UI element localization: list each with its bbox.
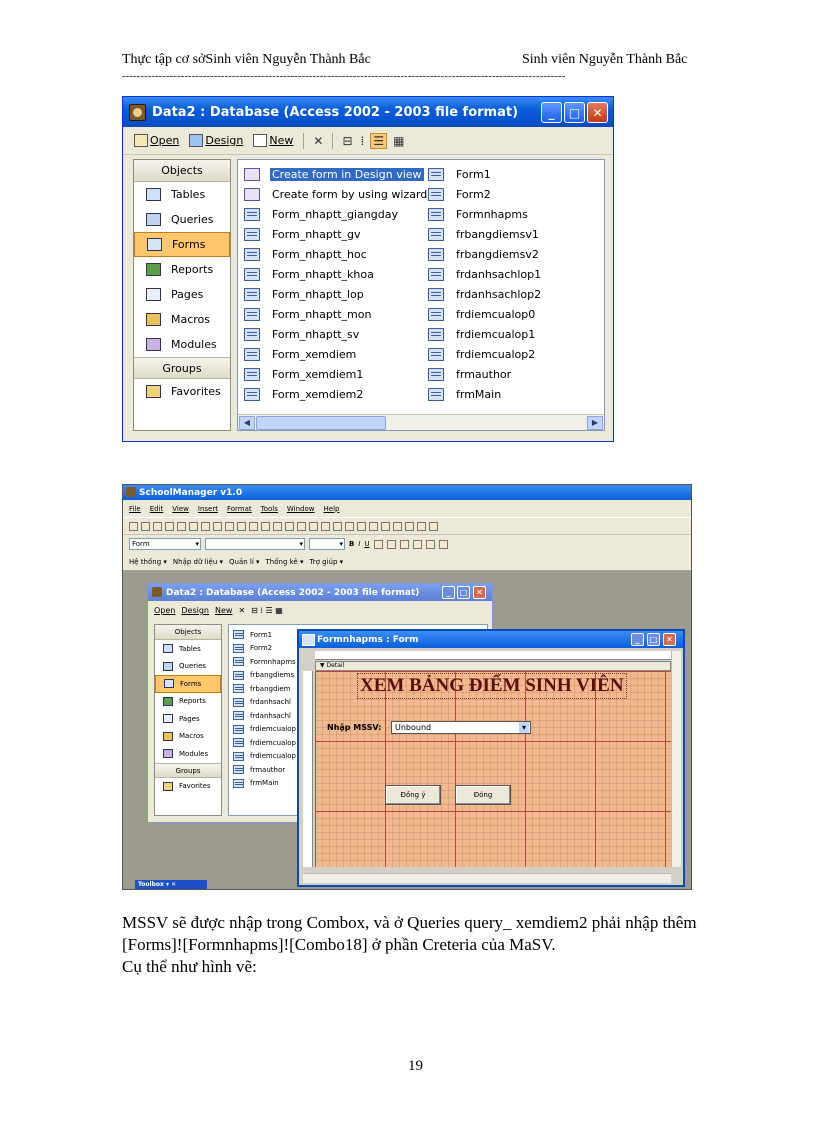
standard-toolbar	[123, 517, 691, 535]
form-list-item[interactable]: Form_xemdiem2	[244, 384, 429, 404]
form-vertical-scrollbar[interactable]	[671, 651, 681, 867]
detail-section-bar[interactable]: ▼ Detail	[315, 661, 671, 671]
object-modules[interactable]: Modules	[134, 332, 230, 357]
table-icon	[146, 188, 161, 201]
report-icon	[146, 263, 161, 276]
form-icon	[428, 288, 444, 301]
sub-form-list-item[interactable]: frmMain	[233, 777, 487, 791]
toolbar-icon[interactable]	[153, 522, 162, 531]
sub-object-item[interactable]: Reports	[155, 693, 221, 711]
sub-close-button[interactable]: ✕	[473, 586, 486, 599]
sub-database-toolbar	[148, 601, 492, 620]
custom-menu-item[interactable]: Nhập dữ liệu ▾	[172, 557, 223, 566]
form-icon	[233, 657, 244, 666]
scroll-thumb[interactable]	[256, 416, 386, 430]
form-list-item[interactable]: frdiemcualop0	[428, 304, 543, 324]
page-icon	[146, 288, 161, 301]
form-list-item[interactable]: Formnhapms	[428, 204, 543, 224]
close-form-button[interactable]: Đóng	[455, 785, 511, 805]
form-list-item[interactable]: frbangdiemsv1	[428, 224, 543, 244]
toolbox-bar[interactable]: Toolbox ▾ ✕	[135, 880, 207, 889]
align-right-icon[interactable]	[400, 540, 409, 549]
toolbar-icon[interactable]	[429, 522, 438, 531]
toolbar-icon[interactable]	[393, 522, 402, 531]
form-list-item[interactable]: Create form in Design view	[244, 164, 429, 184]
toolbar-icon[interactable]	[345, 522, 354, 531]
form-icon	[244, 208, 260, 221]
toolbar-icon[interactable]	[357, 522, 366, 531]
form-minimize-button[interactable]: _	[631, 633, 644, 646]
form-icon	[428, 268, 444, 281]
object-icon	[163, 662, 173, 671]
sub-form-list-item[interactable]: frdanhsachl	[233, 709, 487, 723]
formatting-toolbar	[123, 535, 691, 553]
object-icon	[163, 749, 173, 758]
database-window-titlebar[interactable]	[123, 97, 613, 127]
forms-column-1	[244, 164, 429, 404]
large-icons-view-icon[interactable]: ⊟	[342, 133, 353, 148]
menu-item[interactable]: Tools	[260, 504, 278, 513]
sub-maximize-button[interactable]: □	[457, 586, 470, 599]
open-icon	[134, 134, 148, 147]
scroll-right-icon[interactable]: ▶	[587, 416, 603, 430]
form-icon	[244, 388, 260, 401]
sub-form-list-item[interactable]: Form1	[233, 628, 487, 642]
form-icon	[147, 238, 162, 251]
paragraph-line2: Cụ thể như hình vẽ:	[122, 957, 257, 976]
form-icon	[233, 738, 244, 747]
form-icon	[233, 779, 244, 788]
sub-object-item[interactable]: Modules	[155, 745, 221, 763]
toolbar-icon[interactable]	[381, 522, 390, 531]
small-icons-view-icon[interactable]: ⁞	[360, 133, 365, 148]
menu-item[interactable]: File	[129, 504, 141, 513]
form-icon	[428, 248, 444, 261]
toolbar-icon[interactable]	[213, 522, 222, 531]
form-icon	[233, 644, 244, 653]
scroll-left-icon[interactable]: ◀	[239, 416, 255, 430]
form-icon	[428, 368, 444, 381]
custom-menu-item[interactable]: Quản lí ▾	[229, 557, 260, 566]
custom-menu-item[interactable]: Thống kê ▾	[265, 557, 304, 566]
sub-form-list-item[interactable]: Form2	[233, 642, 487, 656]
object-pages[interactable]: Pages	[134, 282, 230, 307]
design-icon	[189, 134, 203, 147]
font-combo[interactable]	[205, 538, 305, 550]
custom-menu-bar	[123, 553, 691, 571]
form-design-title[interactable]: Formnhapms : Form _ □ ✕	[299, 631, 683, 648]
favorites-item[interactable]: Favorites	[134, 379, 230, 404]
form-icon	[244, 268, 260, 281]
groups-header[interactable]: Groups	[134, 357, 230, 379]
database-window-title: Data2 : Database (Access 2002 - 2003 file format)	[152, 104, 519, 120]
sub-delete-icon[interactable]: ✕	[238, 606, 246, 615]
form-icon	[428, 188, 444, 201]
header-left: Thực tập cơ sởSinh viên Nguyễn Thành Bắc	[122, 52, 371, 67]
object-combo[interactable]: Form ▾	[129, 538, 201, 550]
vertical-ruler	[303, 671, 313, 867]
form-list-item[interactable]: frbangdiemsv2	[428, 244, 543, 264]
sub-form-list-item[interactable]: frdiemcualop	[233, 750, 487, 764]
delete-icon[interactable]: ✕	[313, 133, 324, 148]
toolbar-icon[interactable]	[405, 522, 414, 531]
toolbar-icon[interactable]	[285, 522, 294, 531]
fill-color-icon[interactable]	[413, 540, 422, 549]
menu-item[interactable]: Help	[323, 504, 340, 513]
object-forms[interactable]: Forms	[134, 232, 230, 257]
forms-list	[237, 159, 605, 431]
form-icon	[233, 698, 244, 707]
body-paragraph	[122, 912, 698, 978]
menu-item[interactable]: Format	[226, 504, 252, 513]
toolbar-icon[interactable]	[309, 522, 318, 531]
custom-menu-item[interactable]: Hệ thống ▾	[129, 557, 167, 566]
toolbar-icon[interactable]	[333, 522, 342, 531]
form-icon	[244, 328, 260, 341]
form-icon	[428, 208, 444, 221]
object-icon	[163, 714, 173, 723]
form-icon	[244, 228, 260, 241]
form-icon	[244, 248, 260, 261]
menu-bar	[123, 500, 691, 517]
folder-icon	[163, 782, 173, 791]
sub-design-button[interactable]: Design	[181, 606, 209, 615]
object-reports[interactable]: Reports	[134, 257, 230, 282]
form-list-item[interactable]: frdiemcualop1	[428, 324, 543, 344]
custom-menu-item[interactable]: Trợ giúp ▾	[309, 557, 344, 566]
toolbar-icon[interactable]	[249, 522, 258, 531]
new-icon	[253, 134, 267, 147]
line-color-icon[interactable]	[439, 540, 448, 549]
form-icon	[428, 308, 444, 321]
form-list-item[interactable]: Form_xemdiem	[244, 344, 429, 364]
form-list-item[interactable]: Form_nhaptt_giangday	[244, 204, 429, 224]
form-list-item[interactable]: Form_xemdiem1	[244, 364, 429, 384]
menu-item[interactable]: Edit	[149, 504, 164, 513]
wizard-icon	[244, 188, 260, 201]
sub-minimize-button[interactable]: _	[442, 586, 455, 599]
italic-icon[interactable]: I	[358, 540, 361, 548]
form-detail-grid[interactable]	[315, 671, 671, 867]
object-icon	[163, 732, 173, 741]
horizontal-ruler	[315, 651, 671, 660]
form-list-item[interactable]: Form_nhaptt_lop	[244, 284, 429, 304]
toolbar-icon[interactable]	[177, 522, 186, 531]
form-list-item[interactable]: frdiemcualop2	[428, 344, 543, 364]
toolbar-icon[interactable]	[237, 522, 246, 531]
details-view-icon[interactable]: ▦	[393, 133, 405, 148]
object-macros[interactable]: Macros	[134, 307, 230, 332]
list-view-icon[interactable]: ☰	[370, 133, 387, 149]
bold-icon[interactable]: B	[349, 540, 355, 548]
forms-column-2	[428, 164, 543, 404]
horizontal-scrollbar[interactable]	[238, 414, 604, 430]
macro-icon	[146, 313, 161, 326]
header-right: Sinh viên Nguyễn Thành Bắc	[522, 52, 688, 67]
open-button[interactable]: Open	[131, 133, 182, 148]
toolbar-separator	[332, 133, 333, 149]
toolbar-icon[interactable]	[201, 522, 210, 531]
toolbar-icon[interactable]	[297, 522, 306, 531]
sub-form-list-item[interactable]: Formnhapms	[233, 655, 487, 669]
sub-groups-header[interactable]: Groups	[155, 763, 221, 778]
form-list-item[interactable]: frdanhsachlop2	[428, 284, 543, 304]
menu-item[interactable]: Window	[286, 504, 315, 513]
sub-view-icons[interactable]: ⊟ ⁞ ☰ ▦	[251, 606, 283, 615]
sub-form-list-item[interactable]: frdiemcualop	[233, 723, 487, 737]
form-list-item[interactable]: frmauthor	[428, 364, 543, 384]
sub-form-list-item[interactable]: frbangdiem	[233, 682, 487, 696]
header-rule: -------------------------------------------------------------------------------------------------------------------------	[122, 70, 566, 82]
toolbar-icon[interactable]	[189, 522, 198, 531]
form-list-item[interactable]: frmMain	[428, 384, 543, 404]
object-tables[interactable]: Tables	[134, 182, 230, 207]
form-icon	[233, 671, 244, 680]
form-icon	[233, 630, 244, 639]
toolbar-icon[interactable]	[165, 522, 174, 531]
sub-form-list-item[interactable]: frdiemcualop	[233, 736, 487, 750]
form-list-item[interactable]: Form_nhaptt_sv	[244, 324, 429, 344]
toolbar-icon[interactable]	[129, 522, 138, 531]
close-button[interactable]: ✕	[587, 102, 608, 123]
sub-form-list-item[interactable]: frbangdiems	[233, 669, 487, 683]
wizard-icon	[244, 168, 260, 181]
paragraph-text: MSSV sẽ được nhập trong Combox, và ở Queries query_ xemdiem2 phải nhập thêm [Forms]![Formnhapms]![Combo18] ở phần Creteria của MaSV.	[122, 913, 697, 954]
sub-form-list-item[interactable]: frdanhsachl	[233, 696, 487, 710]
sub-object-item[interactable]: Forms	[155, 675, 221, 693]
form-list-item[interactable]: Form1	[428, 164, 543, 184]
form-design-window	[297, 629, 685, 887]
mssv-combobox[interactable]: Unbound ▾	[391, 721, 531, 734]
sub-object-item[interactable]: Queries	[155, 658, 221, 676]
sub-form-list-item[interactable]: frmauthor	[233, 763, 487, 777]
query-icon	[146, 213, 161, 226]
form-list-item[interactable]: Create form by using wizard	[244, 184, 429, 204]
schoolmanager-title[interactable]: SchoolManager v1.0	[123, 485, 691, 500]
sub-object-item[interactable]: Pages	[155, 710, 221, 728]
toolbar-icon[interactable]	[273, 522, 282, 531]
form-heading-label[interactable]: XEM BẢNG ĐIỂM SINH VIÊN	[357, 673, 627, 699]
folder-icon	[146, 385, 161, 398]
form-list-item[interactable]: Form_nhaptt_mon	[244, 304, 429, 324]
form-icon	[233, 711, 244, 720]
form-icon	[233, 765, 244, 774]
module-icon	[146, 338, 161, 351]
form-close-button[interactable]: ✕	[663, 633, 676, 646]
toolbar-icon[interactable]	[417, 522, 426, 531]
sub-objects-pane	[154, 624, 222, 816]
database-window	[122, 96, 614, 442]
sub-new-button[interactable]: New	[215, 606, 233, 615]
form-icon	[244, 288, 260, 301]
sub-database-title[interactable]: Data2 : Database (Access 2002 - 2003 file format) _ □ ✕	[148, 584, 492, 601]
form-horizontal-scrollbar[interactable]	[303, 873, 671, 883]
sub-objects-list	[155, 640, 221, 763]
new-button[interactable]: New	[250, 133, 296, 148]
form-icon	[244, 348, 260, 361]
form-icon	[233, 752, 244, 761]
menu-item[interactable]: Insert	[197, 504, 218, 513]
object-icon	[163, 697, 173, 706]
sub-object-item[interactable]: Macros	[155, 728, 221, 746]
font-color-icon[interactable]	[426, 540, 435, 549]
form-list-item[interactable]: frdanhsachlop1	[428, 264, 543, 284]
mssv-label[interactable]: Nhập MSSV:	[327, 723, 382, 732]
form-icon	[428, 388, 444, 401]
schoolmanager-window	[122, 484, 692, 890]
database-toolbar	[123, 127, 613, 155]
sub-object-item[interactable]: Tables	[155, 640, 221, 658]
sub-objects-header[interactable]: Objects	[155, 625, 221, 640]
sub-favorites-item[interactable]: Favorites	[155, 778, 221, 796]
ok-button[interactable]: Đồng ý	[385, 785, 441, 805]
align-center-icon[interactable]	[387, 540, 396, 549]
toolbar-icon[interactable]	[321, 522, 330, 531]
menu-item[interactable]: View	[172, 504, 189, 513]
form-icon	[244, 368, 260, 381]
form-list-item[interactable]: Form2	[428, 184, 543, 204]
object-icon	[163, 644, 173, 653]
objects-pane	[133, 159, 231, 431]
toolbar-icon[interactable]	[369, 522, 378, 531]
size-combo[interactable]	[309, 538, 345, 550]
sub-open-button[interactable]: Open	[154, 606, 176, 615]
page-number: 19	[408, 1058, 423, 1074]
form-icon	[428, 328, 444, 341]
underline-icon[interactable]: U	[364, 540, 370, 548]
form-icon	[233, 725, 244, 734]
design-button[interactable]: Design	[186, 133, 246, 148]
form-list-item[interactable]: Form_nhaptt_khoa	[244, 264, 429, 284]
maximize-button[interactable]: □	[564, 102, 585, 123]
form-icon	[428, 168, 444, 181]
form-list-item[interactable]: Form_nhaptt_gv	[244, 224, 429, 244]
object-queries[interactable]: Queries	[134, 207, 230, 232]
form-icon	[233, 684, 244, 693]
align-left-icon[interactable]	[374, 540, 383, 549]
minimize-button[interactable]: _	[541, 102, 562, 123]
form-icon	[428, 348, 444, 361]
database-icon	[129, 104, 146, 121]
toolbar-icon[interactable]	[141, 522, 150, 531]
toolbar-icon[interactable]	[225, 522, 234, 531]
form-icon	[428, 228, 444, 241]
toolbar-icon[interactable]	[261, 522, 270, 531]
form-icon	[244, 308, 260, 321]
form-maximize-button[interactable]: □	[647, 633, 660, 646]
form-list-item[interactable]: Form_nhaptt_hoc	[244, 244, 429, 264]
objects-header[interactable]: Objects	[134, 160, 230, 182]
object-icon	[164, 679, 174, 688]
toolbar-separator	[303, 133, 304, 149]
